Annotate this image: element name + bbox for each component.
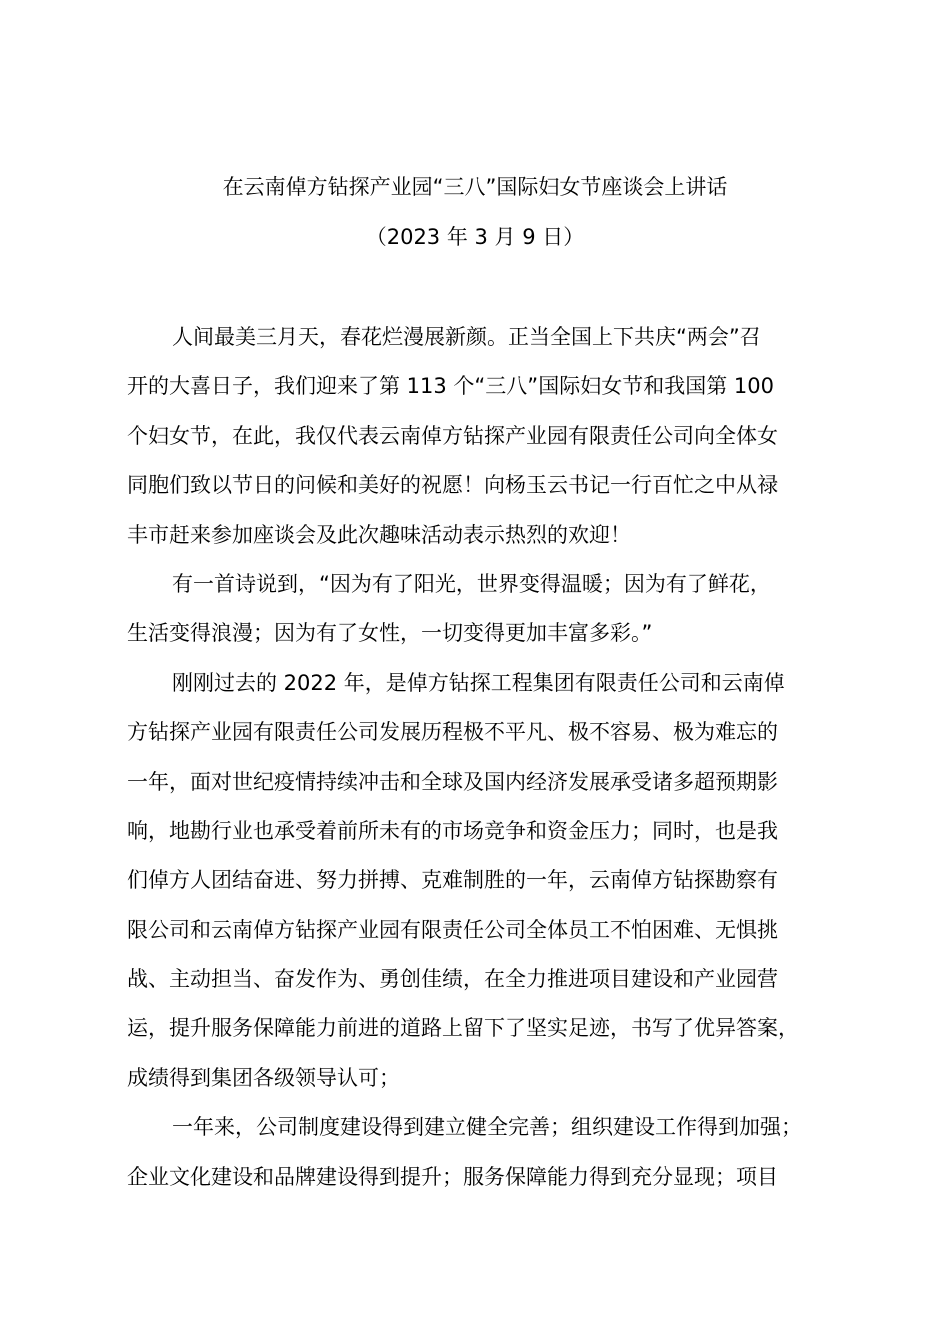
paragraph-line: 人间最美三月天，春花烂漫展新颜。正当全国上下共庆“两会”召 [172, 325, 761, 349]
paragraph-line: 刚刚过去的 2022 年，是倬方钻探工程集团有限责任公司和云南倬 [172, 670, 785, 695]
paragraph-line: 方钻探产业园有限责任公司发展历程极不平凡、极不容易、极为难忘的 [127, 720, 778, 745]
document-body [127, 319, 867, 1208]
paragraph-line: 们倬方人团结奋进、努力拼搏、克难制胜的一年，云南倬方钻探勘察有 [127, 868, 778, 893]
paragraph-line: 运，提升服务保障能力前进的道路上留下了坚实足迹，书写了优异答案， [127, 1016, 799, 1041]
paragraph-line: 同胞们致以节日的问候和美好的祝愿！向杨玉云书记一行百忙之中从禄 [127, 473, 778, 498]
paragraph-line: 一年，面对世纪疫情持续冲击和全球及国内经济发展承受诸多超预期影 [127, 769, 778, 794]
paragraph-line: 生活变得浪漫；因为有了女性，一切变得更加丰富多彩。” [127, 621, 653, 646]
paragraph-line: 一年来，公司制度建设得到建立健全完善；组织建设工作得到加强； [172, 1115, 802, 1140]
paragraph-line: 个妇女节，在此，我仅代表云南倬方钻探产业园有限责任公司向全体女 [127, 423, 778, 448]
paragraph-line: 成绩得到集团各级领导认可； [127, 1065, 400, 1090]
paragraph-line: 限公司和云南倬方钻探产业园有限责任公司全体员工不怕困难、无惧挑 [127, 917, 778, 942]
paragraph-line: 战、主动担当、奋发作为、勇创佳绩，在全力推进项目建设和产业园营 [127, 967, 778, 992]
paragraph-line: 企业文化建设和品牌建设得到提升；服务保障能力得到充分显现；项目 [127, 1164, 778, 1189]
document-title: 在云南倬方钻探产业园“三八”国际妇女节座谈会上讲话 [222, 175, 728, 199]
paragraph-line: 有一首诗说到，“因为有了阳光，世界变得温暖；因为有了鲜花， [172, 571, 771, 596]
document-date: （2023 年 3 月 9 日） [365, 225, 585, 249]
paragraph-line: 丰市赶来参加座谈会及此次趣味活动表示热烈的欢迎！ [127, 522, 631, 547]
paragraph-line: 响，地勘行业也承受着前所未有的市场竞争和资金压力；同时，也是我 [127, 818, 778, 843]
paragraph-line: 开的大喜日子，我们迎来了第 113 个“三八”国际妇女节和我国第 100 [127, 374, 774, 399]
